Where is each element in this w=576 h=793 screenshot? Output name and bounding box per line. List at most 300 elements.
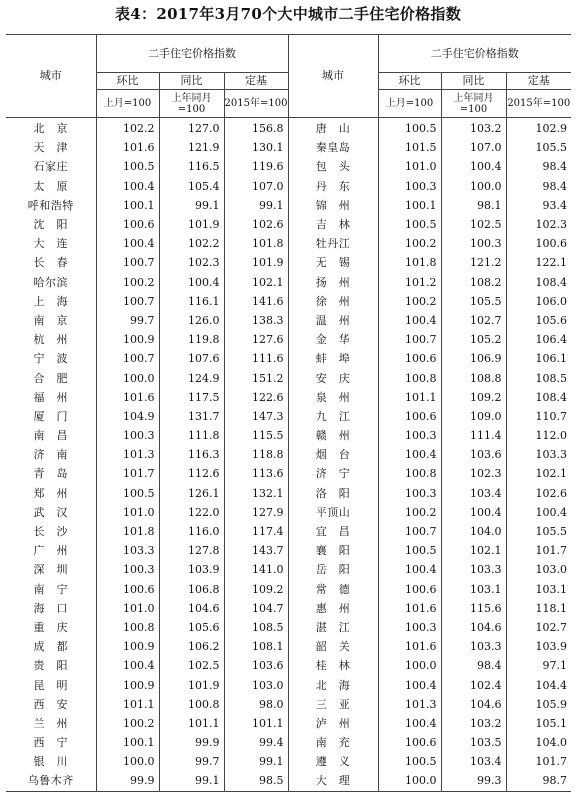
yoy-header-right: 同比 <box>441 73 506 90</box>
mom-header-right: 环比 <box>378 73 441 90</box>
base-cell-right: 104.4 <box>506 675 571 694</box>
mom-cell-left: 100.6 <box>96 580 159 599</box>
city-cell-right: 惠 州 <box>288 599 378 618</box>
yoy-header-left: 同比 <box>159 73 224 90</box>
mom-cell-right: 100.2 <box>378 234 441 253</box>
base-cell-right: 98.4 <box>506 157 571 176</box>
base-cell-left: 103.0 <box>224 675 288 694</box>
city-cell-left: 福 州 <box>33 390 68 404</box>
city-cell-left: 呼和浩特 <box>27 198 74 212</box>
base-cell-right: 106.0 <box>506 292 571 311</box>
city-cell-right: 襄 阳 <box>288 541 378 560</box>
mom-cell-left: 100.7 <box>96 349 159 368</box>
table-row <box>6 484 571 503</box>
yoy-cell-right: 108.8 <box>441 368 506 387</box>
base-cell-right: 108.4 <box>506 273 571 292</box>
base-cell-right: 108.4 <box>506 388 571 407</box>
base-cell-right: 103.1 <box>506 580 571 599</box>
base-cell-right: 101.7 <box>506 541 571 560</box>
yoy-cell-right: 103.4 <box>441 752 506 771</box>
yoy-cell-right: 109.0 <box>441 407 506 426</box>
city-cell-left: 大 连 <box>33 237 68 251</box>
city-cell-left: 昆 明 <box>33 678 68 692</box>
city-cell-left: 成 都 <box>33 640 68 654</box>
mom-cell-left: 100.4 <box>96 656 159 675</box>
base-cell-right: 105.1 <box>506 714 571 733</box>
mom-cell-left: 100.2 <box>96 273 159 292</box>
mom-cell-right: 100.4 <box>378 675 441 694</box>
yoy-cell-right: 115.6 <box>441 599 506 618</box>
city-cell-left: 青 岛 <box>33 467 68 481</box>
mom-cell-right: 101.6 <box>378 637 441 656</box>
city-cell-left: 兰 州 <box>33 716 68 730</box>
base-header-left: 定基 <box>224 73 288 90</box>
base-cell-right: 101.7 <box>506 752 571 771</box>
base-cell-left: 122.6 <box>224 388 288 407</box>
base-cell-left: 111.6 <box>224 349 288 368</box>
table-row <box>6 234 571 253</box>
yoy-cell-left: 116.0 <box>159 522 224 541</box>
mom-cell-right: 100.5 <box>378 118 441 139</box>
base-cell-left: 99.1 <box>224 196 288 215</box>
table-row <box>6 388 571 407</box>
table-row <box>6 196 571 215</box>
yoy-cell-right: 103.2 <box>441 714 506 733</box>
city-cell-left: 郑 州 <box>33 486 68 500</box>
city-cell-left: 济 南 <box>33 448 68 462</box>
city-cell-right: 常 德 <box>288 580 378 599</box>
city-cell-right: 济 宁 <box>288 464 378 483</box>
yoy-cell-left: 107.6 <box>159 349 224 368</box>
mom-cell-right: 100.4 <box>378 445 441 464</box>
yoy-cell-right: 102.1 <box>441 541 506 560</box>
mom-cell-left: 99.7 <box>96 311 159 330</box>
city-header-left: 城市 <box>6 35 96 118</box>
base-cell-left: 147.3 <box>224 407 288 426</box>
yoy-cell-left: 101.1 <box>159 714 224 733</box>
base-cell-right: 106.4 <box>506 330 571 349</box>
mom-cell-right: 100.2 <box>378 292 441 311</box>
yoy-cell-left: 131.7 <box>159 407 224 426</box>
base-cell-left: 130.1 <box>224 138 288 157</box>
table-row <box>6 177 571 196</box>
base-cell-right: 97.1 <box>506 656 571 675</box>
mom-cell-right: 100.3 <box>378 426 441 445</box>
mom-cell-right: 100.7 <box>378 330 441 349</box>
city-cell-left: 宁 波 <box>33 352 68 366</box>
base-cell-right: 105.6 <box>506 311 571 330</box>
city-cell-right: 包 头 <box>288 157 378 176</box>
city-cell-right: 丹 东 <box>288 177 378 196</box>
city-cell-right: 北 海 <box>288 675 378 694</box>
mom-cell-left: 102.2 <box>96 118 159 139</box>
base-cell-left: 151.2 <box>224 368 288 387</box>
city-cell-right: 泸 州 <box>288 714 378 733</box>
mom-base-right: 上月=100 <box>378 90 441 118</box>
yoy-cell-left: 99.9 <box>159 733 224 752</box>
mom-cell-left: 100.4 <box>96 234 159 253</box>
yoy-cell-left: 102.3 <box>159 253 224 272</box>
base-cell-right: 122.1 <box>506 253 571 272</box>
base-cell-right: 105.5 <box>506 138 571 157</box>
table-row <box>6 426 571 445</box>
mom-cell-left: 100.7 <box>96 253 159 272</box>
table-row <box>6 349 571 368</box>
table-row <box>6 637 571 656</box>
table-row <box>6 599 571 618</box>
yoy-cell-right: 111.4 <box>441 426 506 445</box>
mom-cell-left: 101.7 <box>96 464 159 483</box>
yoy-cell-right: 104.6 <box>441 695 506 714</box>
yoy-cell-right: 107.0 <box>441 138 506 157</box>
mom-cell-left: 100.3 <box>96 426 159 445</box>
mom-cell-left: 100.9 <box>96 637 159 656</box>
city-cell-right: 扬 州 <box>288 273 378 292</box>
mom-cell-left: 103.3 <box>96 541 159 560</box>
city-cell-left: 厦 门 <box>33 409 68 423</box>
table-row <box>6 157 571 176</box>
base-cell-left: 99.4 <box>224 733 288 752</box>
yoy-cell-right: 103.3 <box>441 560 506 579</box>
mom-cell-left: 101.6 <box>96 138 159 157</box>
city-cell-left: 石家庄 <box>33 160 68 174</box>
base-cell-left: 102.1 <box>224 273 288 292</box>
city-cell-left: 西 安 <box>33 697 68 711</box>
yoy-cell-left: 111.8 <box>159 426 224 445</box>
mom-cell-left: 104.9 <box>96 407 159 426</box>
yoy-cell-left: 106.2 <box>159 637 224 656</box>
yoy-cell-left: 99.1 <box>159 771 224 791</box>
mom-cell-right: 101.8 <box>378 253 441 272</box>
base-cell-right: 106.1 <box>506 349 571 368</box>
table-row <box>6 541 571 560</box>
yoy-cell-left: 116.3 <box>159 445 224 464</box>
city-cell-left: 乌鲁木齐 <box>6 771 96 791</box>
mom-cell-left: 100.0 <box>96 752 159 771</box>
mom-cell-left: 100.1 <box>96 196 159 215</box>
yoy-cell-left: 103.9 <box>159 560 224 579</box>
yoy-cell-left: 127.0 <box>159 118 224 139</box>
yoy-cell-left: 119.8 <box>159 330 224 349</box>
mom-cell-left: 100.9 <box>96 330 159 349</box>
mom-cell-left: 100.6 <box>96 215 159 234</box>
base-cell-right: 108.5 <box>506 368 571 387</box>
yoy-base-left: 上年同月=100 <box>159 90 224 118</box>
city-cell-right: 南 充 <box>288 733 378 752</box>
mom-cell-right: 100.3 <box>378 618 441 637</box>
base-cell-left: 107.0 <box>224 177 288 196</box>
base-cell-left: 109.2 <box>224 580 288 599</box>
city-cell-left: 武 汉 <box>33 505 68 519</box>
city-cell-left: 长 沙 <box>33 525 68 539</box>
table-row <box>6 118 571 139</box>
yoy-cell-right: 103.4 <box>441 484 506 503</box>
base-cell-left: 99.1 <box>224 752 288 771</box>
city-cell-right: 烟 台 <box>288 445 378 464</box>
base-cell-right: 100.4 <box>506 503 571 522</box>
table-body <box>6 118 571 792</box>
yoy-cell-right: 99.3 <box>441 771 506 791</box>
city-cell-right: 九 江 <box>288 407 378 426</box>
yoy-cell-right: 105.2 <box>441 330 506 349</box>
mom-cell-left: 100.3 <box>96 560 159 579</box>
city-cell-right: 泉 州 <box>288 388 378 407</box>
yoy-cell-left: 127.8 <box>159 541 224 560</box>
yoy-cell-right: 104.0 <box>441 522 506 541</box>
yoy-cell-left: 101.9 <box>159 675 224 694</box>
mom-cell-left: 100.5 <box>96 157 159 176</box>
yoy-cell-right: 106.9 <box>441 349 506 368</box>
yoy-cell-right: 109.2 <box>441 388 506 407</box>
table-row <box>6 695 571 714</box>
base-cell-left: 108.1 <box>224 637 288 656</box>
yoy-cell-right: 102.7 <box>441 311 506 330</box>
city-cell-left: 沈 阳 <box>33 218 68 232</box>
mom-cell-left: 100.0 <box>96 368 159 387</box>
mom-cell-right: 100.4 <box>378 714 441 733</box>
city-cell-right: 吉 林 <box>288 215 378 234</box>
city-cell-right: 平顶山 <box>288 503 378 522</box>
yoy-cell-left: 126.0 <box>159 311 224 330</box>
city-cell-right: 牡丹江 <box>288 234 378 253</box>
mom-cell-right: 101.5 <box>378 138 441 157</box>
base-cell-left: 115.5 <box>224 426 288 445</box>
yoy-cell-left: 121.9 <box>159 138 224 157</box>
yoy-cell-left: 102.2 <box>159 234 224 253</box>
yoy-cell-right: 102.4 <box>441 675 506 694</box>
mom-cell-right: 101.1 <box>378 388 441 407</box>
mom-cell-right: 101.2 <box>378 273 441 292</box>
city-cell-right: 唐 山 <box>288 118 378 139</box>
table-row <box>6 675 571 694</box>
table-row <box>6 752 571 771</box>
mom-cell-right: 101.6 <box>378 599 441 618</box>
base-cell-right: 103.9 <box>506 637 571 656</box>
base-cell-right: 100.6 <box>506 234 571 253</box>
yoy-cell-right: 103.3 <box>441 637 506 656</box>
city-cell-right: 安 庆 <box>288 368 378 387</box>
table-row <box>6 522 571 541</box>
city-cell-left: 天 津 <box>33 141 68 155</box>
base-cell-right: 104.0 <box>506 733 571 752</box>
yoy-cell-right: 103.2 <box>441 118 506 139</box>
city-cell-right: 无 锡 <box>288 253 378 272</box>
mom-cell-right: 100.3 <box>378 177 441 196</box>
yoy-cell-left: 124.9 <box>159 368 224 387</box>
city-cell-right: 温 州 <box>288 311 378 330</box>
base-cell-right: 102.9 <box>506 118 571 139</box>
table-title: 表4：2017年3月70个大中城市二手住宅价格指数 <box>115 5 461 23</box>
base-cell-left: 113.6 <box>224 464 288 483</box>
yoy-cell-right: 108.2 <box>441 273 506 292</box>
mom-cell-left: 100.5 <box>96 484 159 503</box>
mom-header-left: 环比 <box>96 73 159 90</box>
mom-cell-left: 101.8 <box>96 522 159 541</box>
yoy-cell-left: 116.5 <box>159 157 224 176</box>
base-cell-right: 105.5 <box>506 522 571 541</box>
yoy-cell-left: 99.7 <box>159 752 224 771</box>
mom-cell-left: 100.9 <box>96 675 159 694</box>
price-index-table <box>6 34 571 792</box>
mom-cell-right: 100.5 <box>378 752 441 771</box>
base-cell-left: 138.3 <box>224 311 288 330</box>
table-row <box>6 560 571 579</box>
table-row <box>6 445 571 464</box>
yoy-cell-left: 101.9 <box>159 215 224 234</box>
mom-cell-left: 101.1 <box>96 695 159 714</box>
yoy-cell-left: 105.6 <box>159 618 224 637</box>
base-cell-left: 119.6 <box>224 157 288 176</box>
group-header-right: 二手住宅价格指数 <box>378 35 571 73</box>
base-cell-left: 102.6 <box>224 215 288 234</box>
city-cell-left: 南 宁 <box>33 582 68 596</box>
fixed-base-left: 2015年=100 <box>224 90 288 118</box>
yoy-cell-right: 102.5 <box>441 215 506 234</box>
yoy-cell-right: 100.0 <box>441 177 506 196</box>
table-row <box>6 368 571 387</box>
table-row <box>6 330 571 349</box>
base-cell-right: 98.4 <box>506 177 571 196</box>
city-cell-left: 西 宁 <box>33 736 68 750</box>
city-cell-right: 蚌 埠 <box>288 349 378 368</box>
city-cell-right: 遵 义 <box>288 752 378 771</box>
base-cell-right: 103.3 <box>506 445 571 464</box>
yoy-cell-right: 98.4 <box>441 656 506 675</box>
yoy-cell-right: 100.4 <box>441 157 506 176</box>
base-cell-left: 141.0 <box>224 560 288 579</box>
base-cell-left: 103.6 <box>224 656 288 675</box>
base-cell-right: 93.4 <box>506 196 571 215</box>
city-cell-left: 太 原 <box>33 179 68 193</box>
yoy-cell-right: 102.3 <box>441 464 506 483</box>
base-cell-left: 104.7 <box>224 599 288 618</box>
base-cell-left: 117.4 <box>224 522 288 541</box>
mom-cell-right: 100.0 <box>378 771 441 791</box>
city-cell-right: 桂 林 <box>288 656 378 675</box>
city-cell-right: 赣 州 <box>288 426 378 445</box>
yoy-cell-left: 117.5 <box>159 388 224 407</box>
mom-cell-left: 99.9 <box>96 771 159 791</box>
base-cell-right: 118.1 <box>506 599 571 618</box>
table-row <box>6 215 571 234</box>
table-row <box>6 503 571 522</box>
table-row <box>6 311 571 330</box>
city-cell-right: 三 亚 <box>288 695 378 714</box>
mom-cell-right: 100.5 <box>378 215 441 234</box>
mom-cell-left: 100.4 <box>96 177 159 196</box>
mom-cell-left: 101.6 <box>96 388 159 407</box>
base-cell-right: 110.7 <box>506 407 571 426</box>
base-cell-left: 101.9 <box>224 253 288 272</box>
yoy-cell-right: 100.3 <box>441 234 506 253</box>
mom-cell-right: 100.6 <box>378 349 441 368</box>
table-row <box>6 273 571 292</box>
yoy-cell-left: 105.4 <box>159 177 224 196</box>
mom-cell-left: 101.3 <box>96 445 159 464</box>
city-cell-right: 秦皇岛 <box>288 138 378 157</box>
city-cell-left: 重 庆 <box>33 620 68 634</box>
yoy-cell-right: 103.1 <box>441 580 506 599</box>
base-cell-right: 103.0 <box>506 560 571 579</box>
mom-cell-right: 100.7 <box>378 522 441 541</box>
mom-cell-right: 100.3 <box>378 484 441 503</box>
mom-cell-right: 100.6 <box>378 580 441 599</box>
yoy-cell-right: 98.1 <box>441 196 506 215</box>
city-cell-left: 贵 阳 <box>33 659 68 673</box>
base-cell-right: 105.9 <box>506 695 571 714</box>
base-cell-left: 143.7 <box>224 541 288 560</box>
mom-cell-right: 100.8 <box>378 464 441 483</box>
city-cell-right: 宜 昌 <box>288 522 378 541</box>
mom-cell-left: 100.2 <box>96 714 159 733</box>
city-cell-left: 广 州 <box>33 544 68 558</box>
mom-cell-right: 100.6 <box>378 407 441 426</box>
city-cell-right: 大 理 <box>288 771 378 791</box>
city-cell-left: 长 春 <box>33 256 68 270</box>
yoy-cell-left: 99.1 <box>159 196 224 215</box>
city-cell-right: 徐 州 <box>288 292 378 311</box>
base-cell-left: 118.8 <box>224 445 288 464</box>
city-cell-left: 北 京 <box>33 122 68 136</box>
mom-cell-right: 100.6 <box>378 733 441 752</box>
mom-cell-left: 101.0 <box>96 503 159 522</box>
city-cell-right: 韶 关 <box>288 637 378 656</box>
base-cell-left: 127.6 <box>224 330 288 349</box>
city-cell-right: 锦 州 <box>288 196 378 215</box>
city-cell-left: 合 肥 <box>33 371 68 385</box>
table-row <box>6 714 571 733</box>
mom-cell-right: 100.0 <box>378 656 441 675</box>
yoy-cell-left: 102.5 <box>159 656 224 675</box>
base-header-right: 定基 <box>506 73 571 90</box>
table-row <box>6 656 571 675</box>
city-cell-right: 湛 江 <box>288 618 378 637</box>
city-cell-right: 洛 阳 <box>288 484 378 503</box>
city-cell-right: 金 华 <box>288 330 378 349</box>
yoy-cell-left: 106.8 <box>159 580 224 599</box>
mom-cell-left: 100.1 <box>96 733 159 752</box>
yoy-cell-left: 126.1 <box>159 484 224 503</box>
group-header-left: 二手住宅价格指数 <box>96 35 288 73</box>
mom-cell-right: 100.4 <box>378 311 441 330</box>
city-cell-left: 银 川 <box>33 755 68 769</box>
yoy-cell-right: 100.4 <box>441 503 506 522</box>
mom-cell-right: 100.8 <box>378 368 441 387</box>
table-row <box>6 407 571 426</box>
table-row <box>6 138 571 157</box>
base-cell-left: 98.5 <box>224 771 288 791</box>
table-row <box>6 253 571 272</box>
mom-cell-left: 101.0 <box>96 599 159 618</box>
yoy-cell-left: 112.6 <box>159 464 224 483</box>
fixed-base-right: 2015年=100 <box>506 90 571 118</box>
mom-cell-right: 100.5 <box>378 541 441 560</box>
table-row <box>6 464 571 483</box>
table-row <box>6 771 571 791</box>
mom-cell-left: 100.8 <box>96 618 159 637</box>
base-cell-left: 98.0 <box>224 695 288 714</box>
city-cell-left: 哈尔滨 <box>33 275 68 289</box>
city-cell-right: 岳 阳 <box>288 560 378 579</box>
yoy-cell-right: 121.2 <box>441 253 506 272</box>
yoy-cell-left: 122.0 <box>159 503 224 522</box>
base-cell-right: 98.7 <box>506 771 571 791</box>
mom-cell-right: 101.3 <box>378 695 441 714</box>
mom-base-left: 上月=100 <box>96 90 159 118</box>
mom-cell-right: 100.4 <box>378 560 441 579</box>
city-header-right: 城市 <box>288 35 378 118</box>
base-cell-left: 101.1 <box>224 714 288 733</box>
